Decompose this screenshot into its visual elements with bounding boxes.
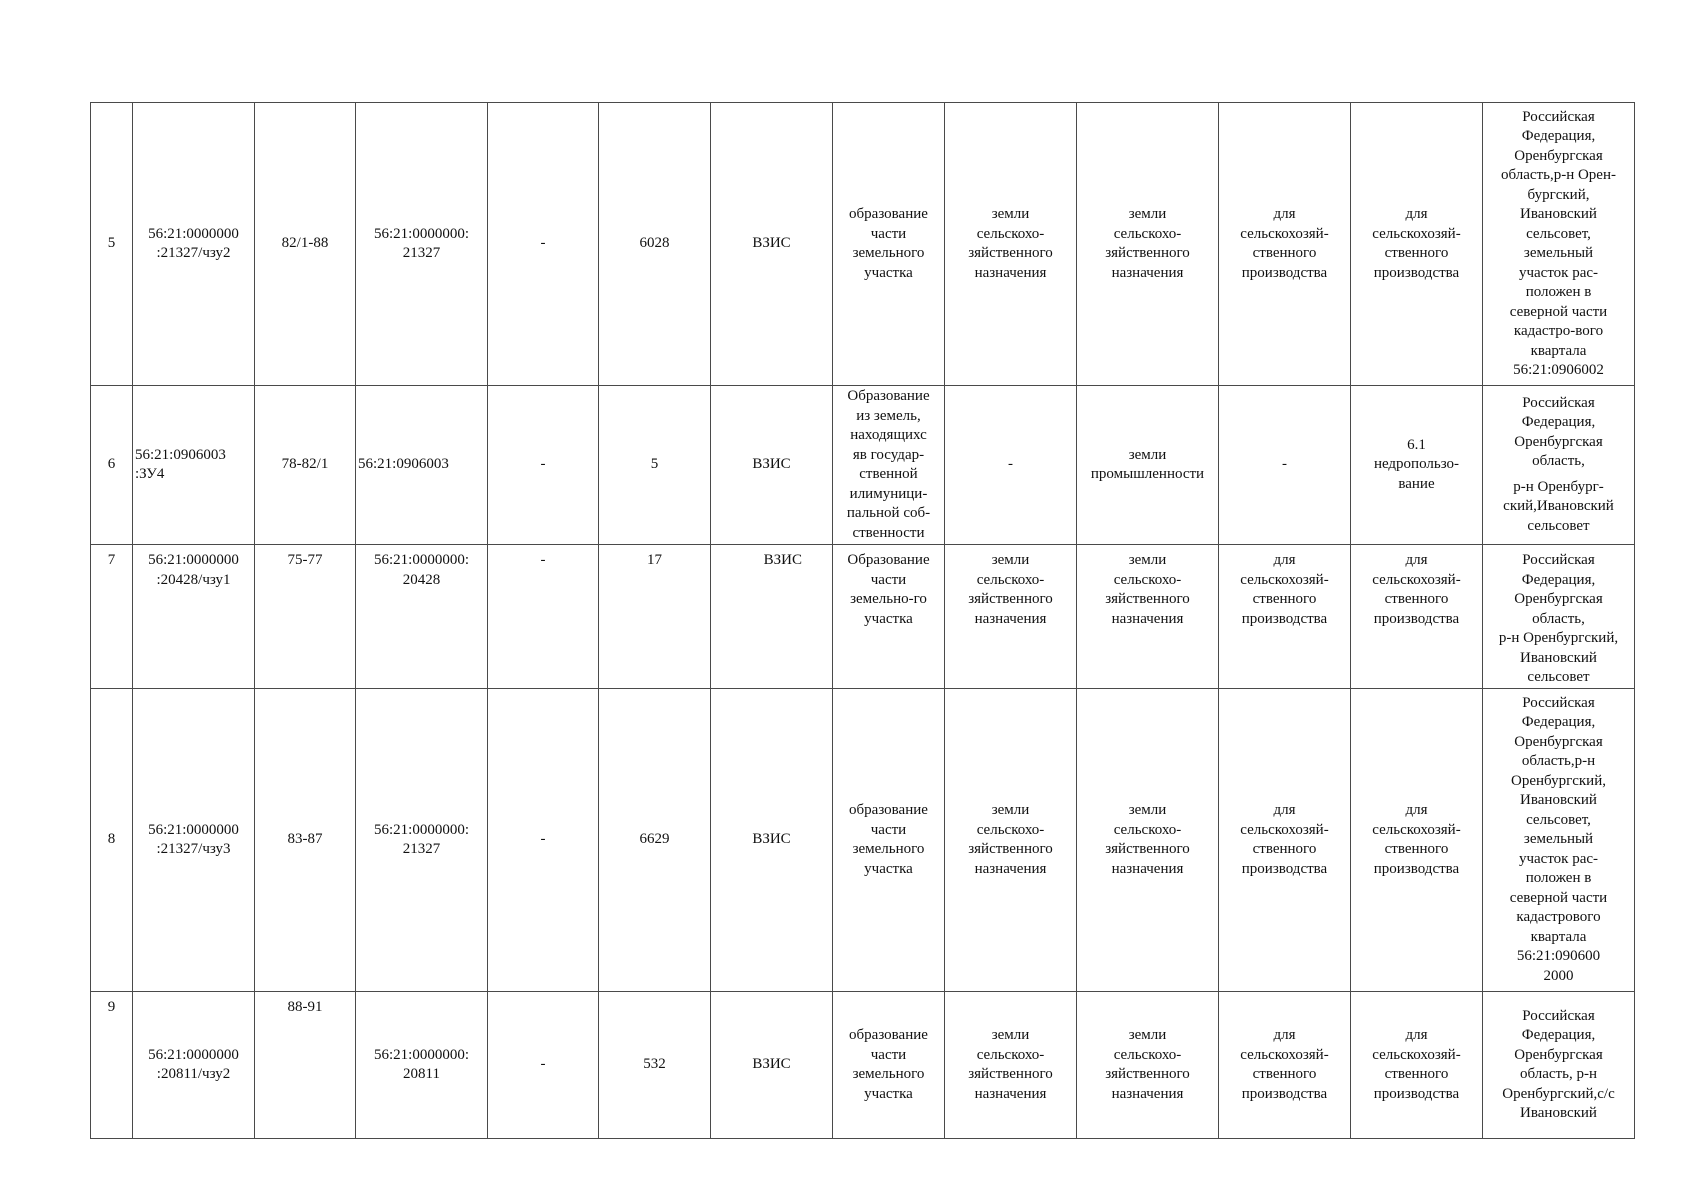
address-line: р-н Оренбургский,: [1498, 630, 1619, 646]
permitted-use-after-line: производства: [1373, 1085, 1460, 1102]
parent-parcel-number-line: 56:21:0000000:: [373, 1046, 469, 1063]
category-after-line: назначения: [1111, 610, 1184, 627]
category-before-line: сельскохо-: [976, 821, 1045, 838]
address-line: Ивановский: [1520, 792, 1597, 809]
permitted-use-after-line: вание: [1398, 475, 1435, 492]
permitted-use-before: [1219, 545, 1351, 689]
category-before: [945, 992, 1077, 1139]
permitted-use-after-line: ственного: [1384, 591, 1449, 607]
address-line: Ивановский: [1520, 206, 1597, 222]
row-number: 6: [91, 386, 133, 545]
parent-parcel-number: [356, 992, 488, 1139]
boundary-points: 82/1-88: [255, 103, 356, 386]
action-description: [833, 689, 945, 992]
cadastral-number-line: :20428/чзу1: [156, 571, 231, 588]
action-description-line: находящихс: [850, 427, 927, 443]
permitted-use-before-line: производства: [1241, 1085, 1328, 1102]
address: [1483, 689, 1635, 992]
category-after-line: сельскохо-: [1113, 1046, 1182, 1063]
category-after: [1077, 992, 1219, 1139]
address-line: сельсовет: [1527, 669, 1590, 685]
permitted-use-after-line: производства: [1373, 860, 1460, 877]
permitted-use-before-line: сельскохозяй-: [1240, 225, 1329, 242]
action-description-line: образование: [849, 1027, 928, 1043]
category-before: [945, 545, 1077, 689]
permitted-use-before: [1219, 386, 1351, 545]
category-before-line: зяйственного: [968, 245, 1053, 261]
action-description: [833, 992, 945, 1139]
area-value: 6629: [599, 689, 711, 992]
cadastral-number-line: :21327/чзу3: [156, 841, 231, 857]
category-after-line: сельскохо-: [1113, 821, 1182, 838]
permitted-use-after-line: ственного: [1384, 245, 1449, 261]
address-line: Ивановский: [1520, 1105, 1597, 1121]
category-after-line: зяйственного: [1105, 841, 1190, 857]
address-line: ский,Ивановский: [1503, 498, 1614, 515]
address-line: земельный: [1523, 245, 1594, 261]
address-line: Федерация,: [1521, 1027, 1596, 1043]
category-after-line: назначения: [1111, 860, 1184, 877]
boundary-points: 88-91: [255, 992, 356, 1139]
action-description-line: ственности: [852, 524, 925, 541]
permitted-use-after-line: для: [1405, 802, 1428, 818]
address-line: северной части: [1509, 889, 1608, 906]
action-description-line: части: [870, 225, 907, 242]
permitted-use-after-line: сельскохозяй-: [1372, 1046, 1461, 1063]
address-line: Оренбургская: [1514, 1046, 1603, 1063]
address-line: Федерация,: [1521, 714, 1596, 731]
action-description-line: илимуници-: [849, 485, 928, 502]
empty-value: -: [488, 689, 599, 992]
category-after-line: назначения: [1111, 264, 1184, 281]
cadastral-number-line: 56:21:0000000: [148, 821, 239, 838]
address-line: Оренбургская: [1514, 433, 1603, 450]
address-line: область, р-н: [1520, 1066, 1597, 1082]
address: [1483, 103, 1635, 386]
cadastral-number-line: :21327/чзу2: [156, 245, 231, 261]
empty-value: -: [488, 545, 599, 689]
address-line: квартала: [1530, 928, 1587, 945]
area-value: 17: [599, 545, 711, 689]
land-parcels-table: [90, 102, 1635, 1139]
address-line: положен в: [1525, 284, 1592, 300]
action-description-line: земельно-го: [850, 591, 927, 607]
category-before-line: сельскохо-: [976, 571, 1045, 588]
permitted-use-after-line: для: [1405, 1027, 1428, 1043]
parent-parcel-number-line: 56:21:0000000:: [373, 225, 469, 242]
parent-parcel-number-line: 21327: [402, 841, 441, 857]
category-before-line: назначения: [974, 264, 1047, 281]
address-line: Российская: [1522, 552, 1595, 568]
category-after: [1077, 386, 1219, 545]
category-after: [1077, 545, 1219, 689]
category-after-line: земли: [1128, 446, 1167, 463]
category-before-line: земли: [991, 206, 1030, 222]
category-after-line: земли: [1128, 552, 1167, 568]
address-line: 2000: [1543, 967, 1574, 984]
category-before-line: зяйственного: [968, 1066, 1053, 1082]
action-description-line: яв государ-: [852, 446, 925, 463]
row-number: 7: [91, 545, 133, 689]
action-description-line: Образование: [847, 552, 930, 568]
permitted-use-after: [1351, 386, 1483, 545]
action-description-line: пальной соб-: [846, 505, 931, 521]
permitted-use-before: [1219, 103, 1351, 386]
action-description: [833, 103, 945, 386]
address-line: Оренбургский,: [1511, 772, 1606, 789]
cadastral-number-line: 56:21:0000000: [148, 1046, 239, 1063]
table-row: [91, 545, 1635, 689]
cadastral-number: [133, 689, 255, 992]
category-before: [945, 689, 1077, 992]
address-line: квартала: [1530, 342, 1587, 359]
permitted-use-before-line: для: [1273, 802, 1296, 818]
address: [1483, 992, 1635, 1139]
parent-parcel-number-line: 56:21:0000000:: [373, 552, 469, 568]
action-description-line: образование: [849, 802, 928, 818]
category-after-line: зяйственного: [1105, 245, 1190, 261]
area-value: 5: [599, 386, 711, 545]
action-description-line: земельного: [852, 1066, 925, 1082]
action-description-line: части: [870, 571, 907, 588]
parent-parcel-number: [356, 689, 488, 992]
table-row: [91, 689, 1635, 992]
parent-parcel-number: [356, 386, 488, 545]
category-before-line: -: [1008, 456, 1013, 473]
registration-type: ВЗИС: [711, 992, 833, 1139]
permitted-use-after-line: сельскохозяй-: [1372, 821, 1461, 838]
table-row: [91, 992, 1635, 1139]
category-after-line: зяйственного: [1105, 1066, 1190, 1082]
permitted-use-before-line: для: [1273, 1027, 1296, 1043]
boundary-points: 75-77: [255, 545, 356, 689]
permitted-use-before-line: сельскохозяй-: [1240, 571, 1329, 588]
action-description-line: участка: [864, 264, 913, 281]
permitted-use-before-line: для: [1273, 552, 1296, 568]
category-after-line: сельскохо-: [1113, 571, 1182, 588]
permitted-use-after: [1351, 545, 1483, 689]
category-before-line: земли: [991, 1027, 1030, 1043]
cadastral-number: [133, 545, 255, 689]
row-number: 8: [91, 689, 133, 992]
parent-parcel-number-line: 56:21:0906003: [358, 456, 449, 473]
address-line: Российская: [1522, 1007, 1595, 1024]
permitted-use-after-line: для: [1405, 206, 1428, 222]
category-before-line: зяйственного: [968, 841, 1053, 857]
action-description-line: земельного: [852, 841, 925, 857]
action-description-line: ственной: [859, 466, 918, 482]
category-before-line: назначения: [974, 610, 1047, 627]
action-description-line: земельного: [852, 245, 925, 261]
category-after-line: зяйственного: [1105, 591, 1190, 607]
parent-parcel-number-line: 21327: [402, 245, 441, 261]
address-line: кадастро-вого: [1513, 323, 1604, 339]
category-after-line: земли: [1128, 802, 1167, 818]
category-after-line: земли: [1128, 1027, 1167, 1043]
area-value: 532: [599, 992, 711, 1139]
address-line: область,: [1532, 453, 1585, 470]
parent-parcel-number-line: 56:21:0000000:: [373, 821, 469, 838]
permitted-use-after-line: ственного: [1384, 1066, 1449, 1082]
action-description-line: части: [870, 821, 907, 838]
parent-parcel-number: [356, 103, 488, 386]
action-description-line: части: [870, 1046, 907, 1063]
permitted-use-before-line: ственного: [1252, 591, 1317, 607]
cadastral-number-line: :ЗУ4: [135, 466, 165, 482]
address: [1483, 386, 1635, 545]
address-line: сельсовет,: [1526, 811, 1591, 828]
action-description-line: участка: [864, 860, 913, 877]
cadastral-number-line: 56:21:0906003: [135, 446, 226, 463]
address-line: Федерация,: [1521, 128, 1596, 144]
address-line: 56:21:0906002: [1513, 362, 1604, 378]
action-description-line: участка: [864, 1085, 913, 1102]
permitted-use-before-line: производства: [1241, 264, 1328, 281]
address-line: 56:21:090600: [1516, 948, 1601, 965]
permitted-use-before-line: сельскохозяй-: [1240, 821, 1329, 838]
address-line: положен в: [1525, 870, 1592, 887]
permitted-use-before-line: сельскохозяй-: [1240, 1046, 1329, 1063]
permitted-use-after-line: недропользо-: [1373, 456, 1460, 473]
parent-parcel-number-line: 20428: [402, 571, 441, 588]
permitted-use-after-line: 6.1: [1407, 436, 1426, 453]
registration-type: ВЗИС: [711, 689, 833, 992]
address-line: область,р-н: [1521, 753, 1596, 770]
registration-type: ВЗИС: [711, 545, 833, 689]
table-row: [91, 103, 1635, 386]
action-description-line: из земель,: [856, 407, 921, 424]
category-before-line: зяйственного: [968, 591, 1053, 607]
row-number: 5: [91, 103, 133, 386]
cadastral-number-line: 56:21:0000000: [148, 225, 239, 242]
category-before-line: земли: [991, 552, 1030, 568]
category-before-line: сельскохо-: [976, 225, 1045, 242]
cadastral-number-line: :20811/чзу2: [156, 1066, 231, 1082]
cadastral-number: [133, 386, 255, 545]
category-after-line: назначения: [1111, 1085, 1184, 1102]
empty-value: -: [488, 386, 599, 545]
address-line: сельсовет,: [1526, 225, 1591, 242]
parent-parcel-number: [356, 545, 488, 689]
address-line: Российская: [1522, 394, 1595, 411]
address-line: Российская: [1522, 694, 1595, 711]
action-description-line: Образование: [847, 388, 930, 404]
address-line: Федерация,: [1521, 571, 1596, 588]
address-line: Оренбургская: [1514, 733, 1603, 750]
permitted-use-after: [1351, 103, 1483, 386]
address-line: бургский,: [1527, 186, 1590, 203]
cadastral-number-line: 56:21:0000000: [148, 552, 239, 568]
address-line: Федерация,: [1521, 414, 1596, 431]
permitted-use-after-line: производства: [1373, 610, 1460, 627]
action-description: [833, 545, 945, 689]
category-after: [1077, 103, 1219, 386]
permitted-use-before-line: -: [1282, 456, 1287, 473]
address-line: Оренбургский,с/с: [1502, 1085, 1615, 1102]
category-before-line: назначения: [974, 1085, 1047, 1102]
permitted-use-after-line: для: [1405, 552, 1428, 568]
permitted-use-after: [1351, 992, 1483, 1139]
category-after: [1077, 689, 1219, 992]
boundary-points: 83-87: [255, 689, 356, 992]
permitted-use-after-line: сельскохозяй-: [1372, 225, 1461, 242]
address-line: участок рас-: [1518, 264, 1599, 281]
permitted-use-before-line: для: [1273, 206, 1296, 222]
category-after-line: земли: [1128, 206, 1167, 222]
address-line: р-н Оренбург-: [1513, 478, 1604, 495]
address-line: Российская: [1522, 108, 1595, 125]
permitted-use-before: [1219, 992, 1351, 1139]
cadastral-number: [133, 103, 255, 386]
category-before: [945, 386, 1077, 545]
row-number: 9: [91, 992, 133, 1139]
category-before: [945, 103, 1077, 386]
registration-type: ВЗИС: [711, 386, 833, 545]
action-description-line: образование: [849, 206, 928, 222]
empty-value: -: [488, 992, 599, 1139]
table-row: [91, 386, 1635, 545]
cadastral-number: [133, 992, 255, 1139]
address-line: область,р-н Орен-: [1501, 167, 1616, 183]
category-before-line: сельскохо-: [976, 1046, 1045, 1063]
permitted-use-before: [1219, 689, 1351, 992]
address-line: кадастрового: [1516, 909, 1601, 926]
permitted-use-after-line: производства: [1373, 264, 1460, 281]
address-line: сельсовет: [1527, 517, 1590, 534]
address: [1483, 545, 1635, 689]
action-description-line: участка: [864, 610, 913, 627]
category-before-line: земли: [991, 802, 1030, 818]
permitted-use-before-line: ственного: [1252, 245, 1317, 261]
permitted-use-before-line: ственного: [1252, 841, 1317, 857]
category-after-line: промышленности: [1090, 466, 1205, 482]
action-description: [833, 386, 945, 545]
boundary-points: 78-82/1: [255, 386, 356, 545]
address-line: область,: [1532, 610, 1585, 627]
category-before-line: назначения: [974, 860, 1047, 877]
permitted-use-before-line: производства: [1241, 860, 1328, 877]
permitted-use-before-line: ственного: [1252, 1066, 1317, 1082]
parent-parcel-number-line: 20811: [403, 1066, 440, 1082]
address-line: Оренбургская: [1514, 147, 1603, 164]
address-line: участок рас-: [1518, 850, 1599, 867]
permitted-use-before-line: производства: [1241, 610, 1328, 627]
address-line: Оренбургская: [1514, 591, 1603, 607]
permitted-use-after: [1351, 689, 1483, 992]
registration-type: ВЗИС: [711, 103, 833, 386]
permitted-use-after-line: ственного: [1384, 841, 1449, 857]
area-value: 6028: [599, 103, 711, 386]
category-after-line: сельскохо-: [1113, 225, 1182, 242]
address-line: земельный: [1523, 831, 1594, 848]
empty-value: -: [488, 103, 599, 386]
address-line: Ивановский: [1520, 649, 1597, 666]
permitted-use-after-line: сельскохозяй-: [1372, 571, 1461, 588]
address-line: северной части: [1509, 303, 1608, 320]
